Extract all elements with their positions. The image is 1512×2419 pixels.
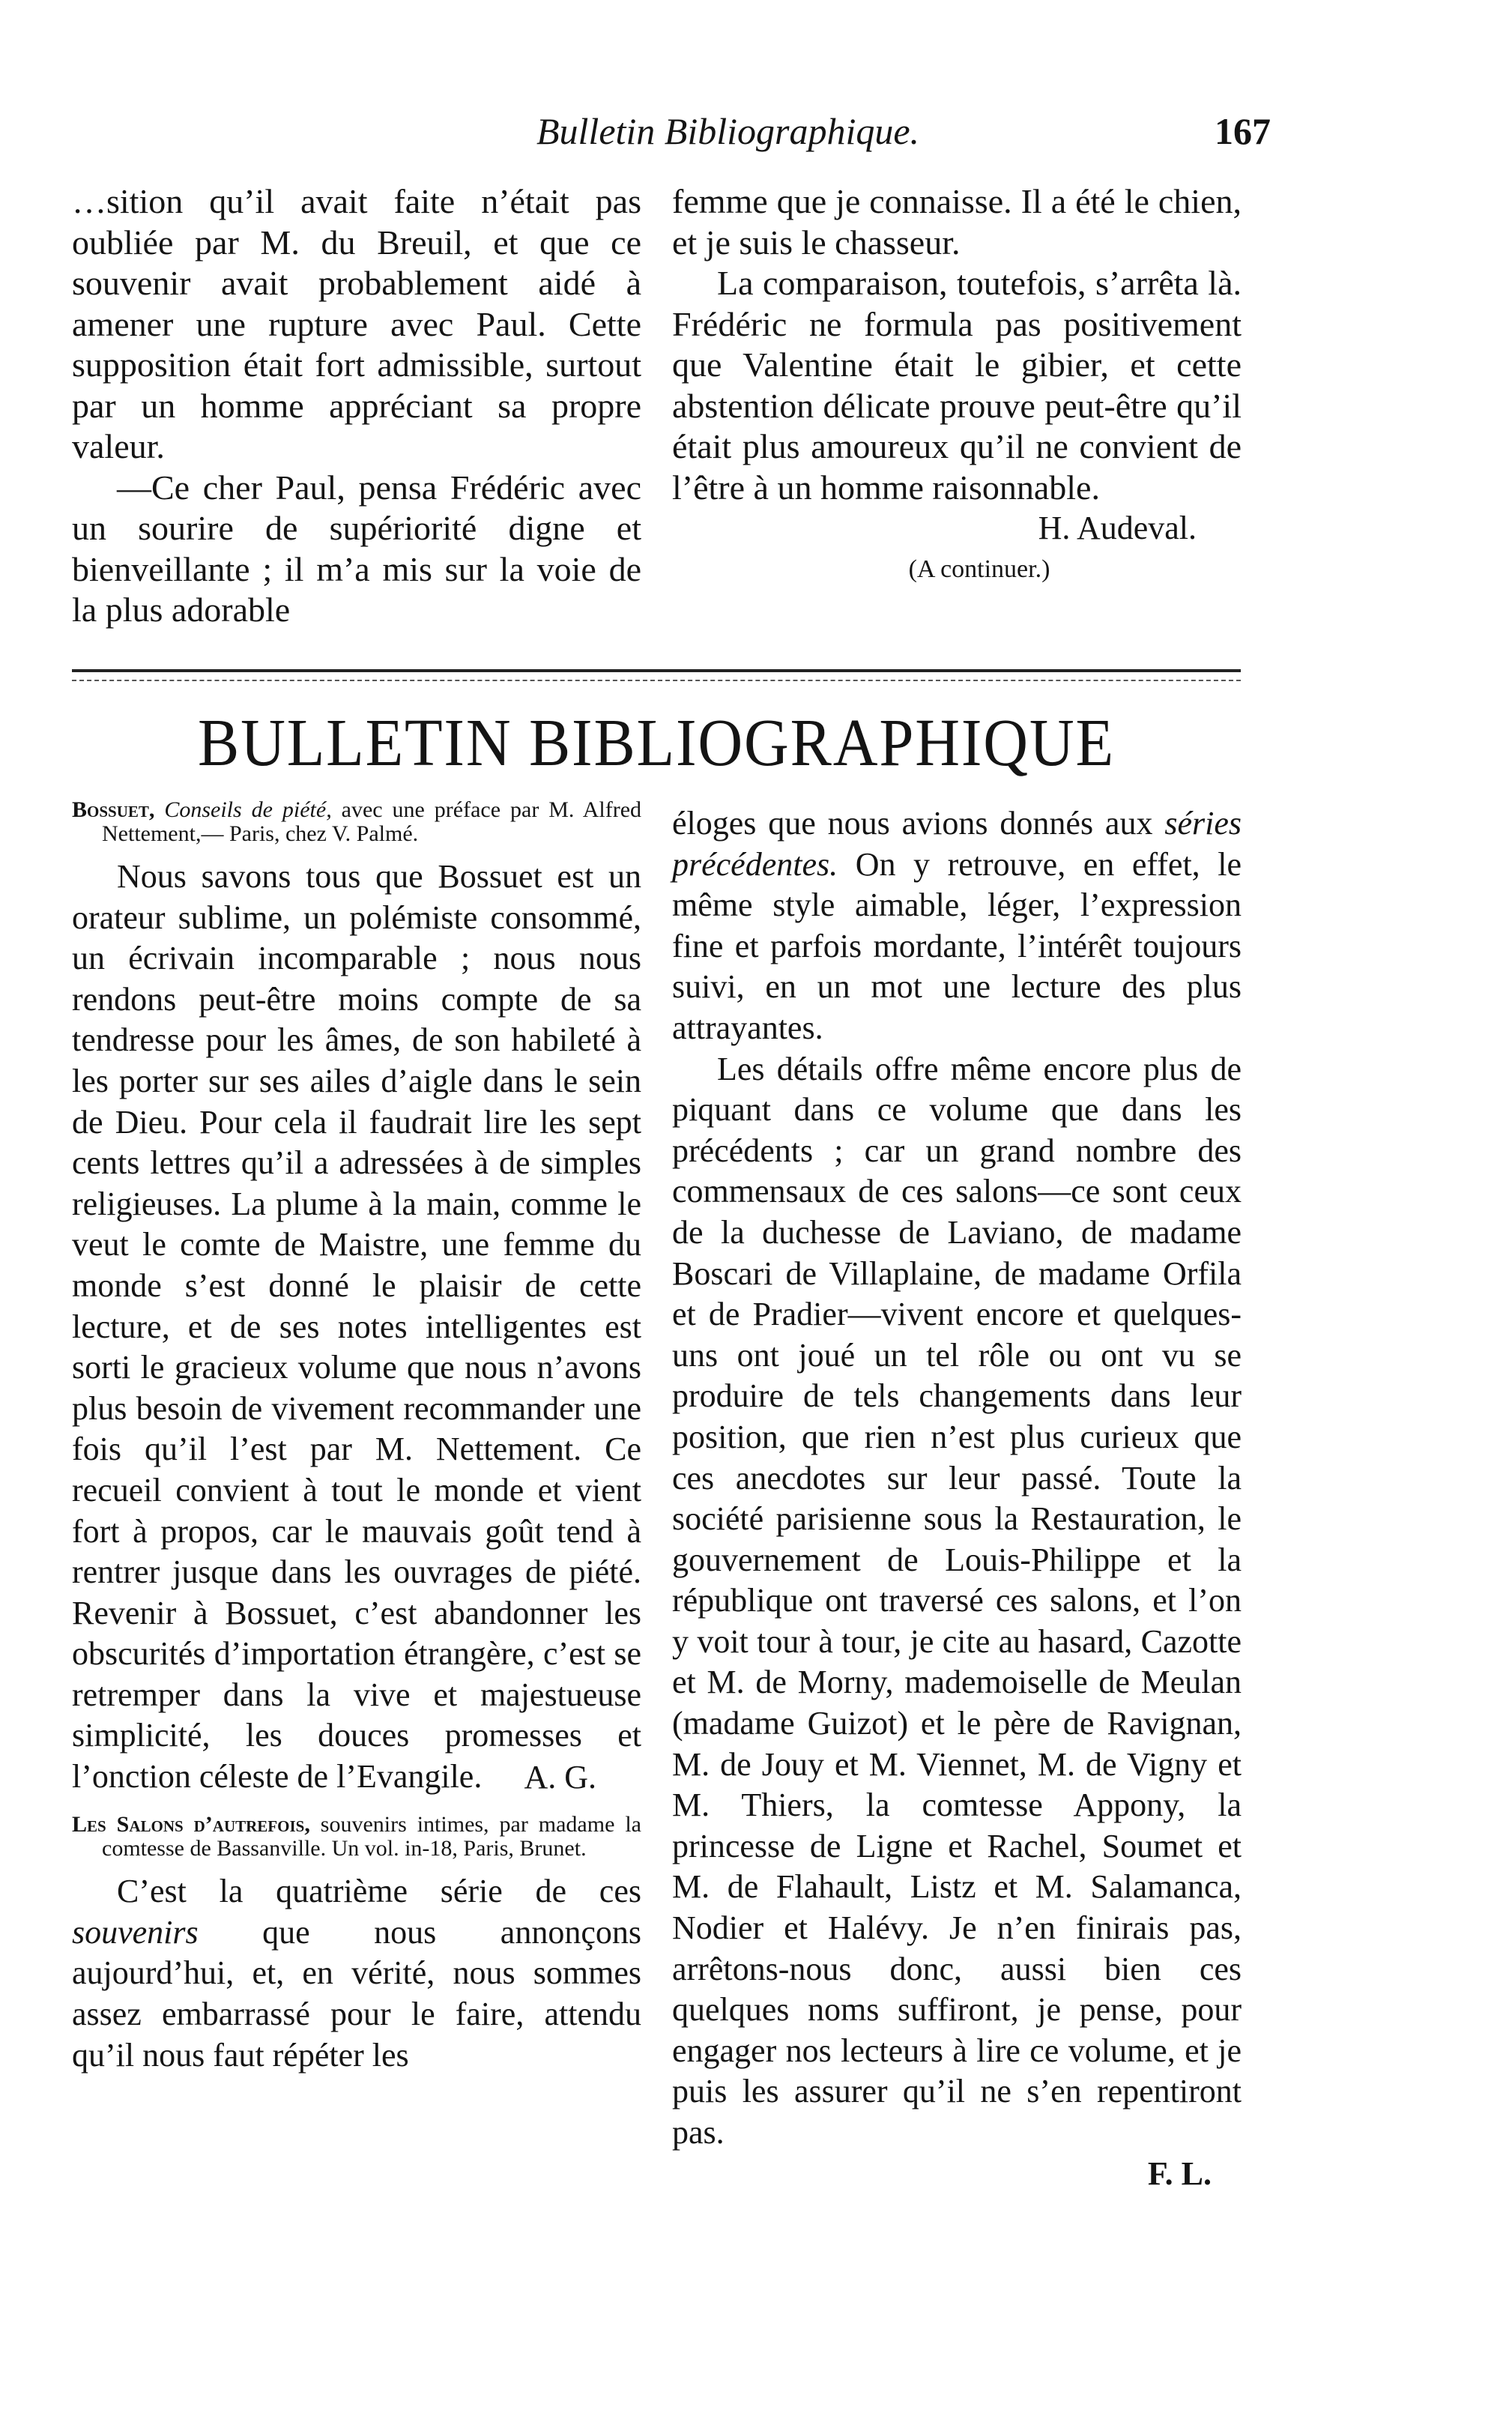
story-paragraph: …sition qu’il avait faite n’était pas oubliée par M. du Breuil, et que ce souvenir avait probablement aidé à amener une rupture avec Paul. Cette supposition était fort admissible, surtout par un homme appréciant sa propre valeur. [72,182,641,465]
running-head [72,105,1271,157]
review-body [72,1871,641,2076]
review-book-details: avec une préface par M. Alfred Nettement,— Paris, chez V. Palmé. [102,797,642,846]
review-body-rest: On y retrouve, en effet, le même style aimable, léger, l’expression fine et parfois mordante, l’intérêt toujours suivi, en un mot une lecture des plus attrayantes. [672,845,1242,1046]
review-author: Bossuet, [72,797,155,822]
review-body: Les détails offre même encore plus de piquant dans ce volume que dans les précédents ; car un grand nombre des commensaux de ces salons—ce sont ceux de la duchesse de Laviano, de madame Boscari de Villaplaine, de madame Orfila et de Pradier—vivent encore et quelques-uns ont joué un tel rôle ou ont vu se produire de tels changements dans leur position, que rien n’est plus curieux que ces anecdotes sur leur passé. Toute la société parisienne sous la Restauration, le gouvernement de Louis-Philippe et la république ont traversé ces salons, et l’on y voit tour à tour, je cite au hasard, Cazotte et M. de Morny, mademoiselle de Meulan (madame Guizot) et le père de Ravignan, M. de Jouy et M. Viennet, M. de Vigny et M. Thiers, la comtesse Appony, la princesse de Ligne et Rachel, Soumet et M. de Flahault, Listz et M. Salamanca, Nodier et Halévy. Je n’en finirais pas, arrêtons-nous donc, aussi bien ces quelques noms suffiront, je pense, pour engager nos lecteurs à lire ce volume, et je puis les assurer qu’il ne s’en repentiront pas. [672,1050,1242,2151]
review-author: Les Salons d’autrefois, [72,1812,310,1837]
review-body-start: C’est la quatrième série de ces [117,1873,641,1910]
review-book-title: Conseils de piété, [164,797,332,822]
continued-story-right-column [672,181,1242,590]
bibliography-right-column [672,803,1242,2194]
continued-story-left-column [72,181,641,631]
story-paragraph: —Ce cher Paul, pensa Frédéric avec un sourire de supériorité digne et bienveillante ; il m’a mis sur la voie de la plus adorable [72,468,641,629]
review-book-details: souvenirs intimes, par madame la comtesse de Bassanville. Un vol. in-18, Paris, Brunet. [102,1812,641,1861]
review-body: Nous savons tous que Bossuet est un orateur sublime, un polémiste consommé, un écrivain incomparable ; nous nous rendons peut-être moins compte de sa tendresse pour les âmes, de son habileté à les porter sur ses ailes d’aigle dans le sein de Dieu. Pour cela il faudrait lire les sept cents lettres qu’il a adressées à de simples religieuses. La plume à la main, comme le veut le comte de Maistre, une femme du monde s’est donné le plaisir de cette lecture, et de ses notes intelligentes est sorti le gracieux volume que nous n’avons plus besoin de vivement recommander une fois qu’il l’est par M. Nettement. Ce recueil convient à tout le monde et vient fort à propos, car le mauvais goût tend à rentrer jusque dans les ouvrages de piété. Revenir à Bossuet, c’est abandonner les obscurités d’importation étrangère, c’est se retremper dans la vive et majestueuse simplicité, les douces promesses et l’onction céleste de l’Evangile. [72,858,641,1796]
review-body-italic: souvenirs [72,1913,199,1951]
story-author-signature: H. Audeval. [1038,510,1197,546]
review-body-start: éloges que nous avions donnés aux [672,805,1153,842]
section-title: BULLETIN BIBLIOGRAPHIQUE [198,706,1115,780]
running-title: Bulletin Bibliographique. [536,110,920,152]
review-signature: A. G. [524,1758,596,1796]
review-heading [72,1813,641,1861]
page-number: 167 [1215,110,1271,152]
review-signature: F. L. [1147,2154,1212,2192]
story-paragraph: femme que je connaisse. Il a été le chien, et je suis le chasseur. [672,182,1242,262]
review-body-rest: que nous annonçons aujourd’hui, et, en vérité, nous sommes assez embarrassé pour le faire, attendu qu’il nous faut répéter les [72,1913,641,2074]
section-divider [72,669,1241,681]
review-heading [72,798,641,846]
review-body-italic: séries précédentes. [672,805,1242,883]
to-be-continued-note: (A continuer.) [908,555,1050,583]
story-paragraph: La comparaison, toutefois, s’arrêta là. Frédéric ne formula pas positivement que Valentine était le gibier, et cette abstention délicate prouve peut-être qu’il était plus amoureux qu’il ne convient de l’être à un homme raisonnable. [672,264,1242,507]
review-body-continued [672,803,1242,1049]
bibliography-left-column [72,798,641,2076]
